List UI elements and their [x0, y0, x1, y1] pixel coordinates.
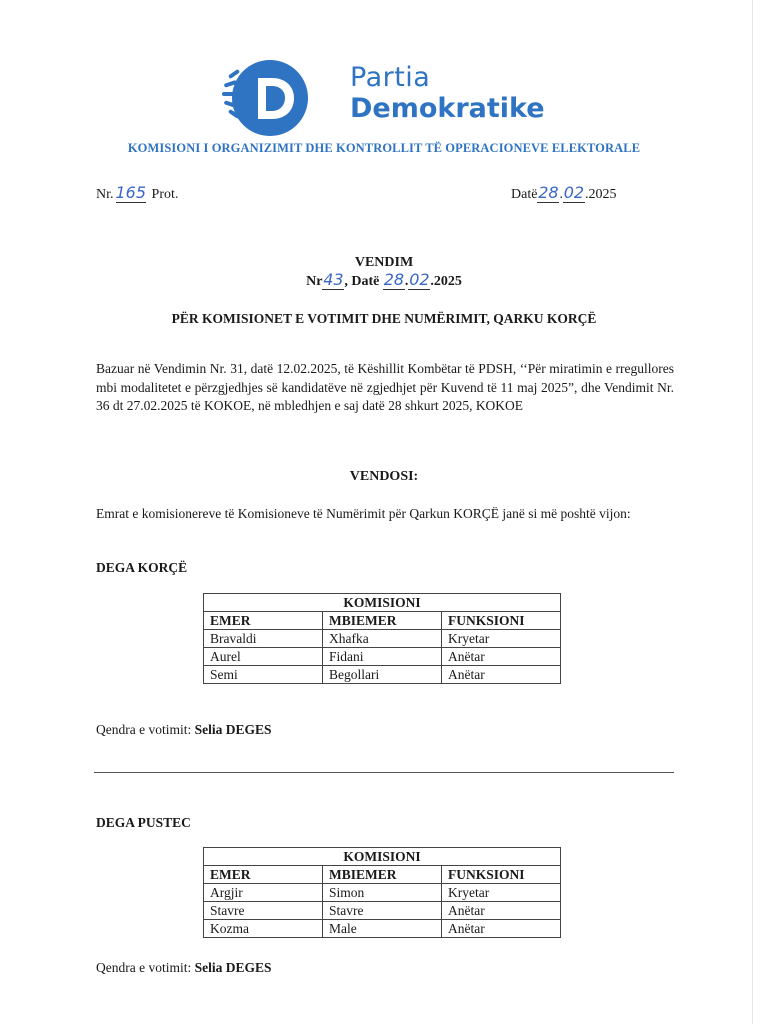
column-header: FUNKSIONI [442, 612, 561, 630]
protocol-nr-handwritten: 165 [115, 183, 147, 202]
voting-center-value: Selia DEGES [194, 722, 272, 737]
decided-heading: VENDOSI: [349, 469, 419, 484]
protocol-date-year: 2025 [588, 187, 617, 202]
party-name [350, 64, 545, 122]
protocol-date-day: 28 [538, 183, 559, 202]
committee-title: KOMISIONI I ORGANIZIMIT DHE KONTROLLIT TË OPERACIONEVE ELEKTORALE [127, 141, 641, 155]
basis-paragraph: Bazuar në Vendimin Nr. 31, datë 12.02.2025, të Këshillit Kombëtar të PDSH, ‘‘Për miratimin e rregullores mbi modalitetet e përzgjedhjes së kandidatëve në zgjedhjet për Kuvend të 11 maj 2025”, dhe Vendimit Nr. 36 dt 27.02.2025 të KOKOE, në mbledhjen e saj datë 28 shkurt 2025, KOKOE [96, 361, 674, 413]
decision-subject: PËR KOMISIONET E VOTIMIT DHE NUMËRIMIT, QARKU KORÇË [171, 311, 597, 326]
protocol-date-month: 02 [563, 183, 585, 202]
table-row [204, 884, 561, 902]
protocol-date-label: Datë [511, 187, 538, 202]
table-row [204, 902, 561, 920]
table-cell: Anëtar [442, 648, 561, 666]
protocol-prot-label: Prot. [151, 187, 179, 202]
commission-table [203, 847, 561, 938]
table-cell: Kozma [204, 920, 323, 938]
table-cell: Male [323, 920, 442, 938]
decision-date-year: 2025 [433, 274, 462, 289]
decision-title: VENDIM [354, 255, 414, 270]
branch-title: DEGA KORÇË [96, 560, 188, 575]
decision-date-day: 28 [383, 270, 405, 289]
table-cell: Semi [204, 666, 323, 684]
voting-center-label: Qendra e votimit: [96, 960, 192, 975]
table-cell: Kryetar [442, 630, 561, 648]
intro-paragraph: Emrat e komisionereve të Komisioneve të Numërimit për Qarkun KORÇË janë si më poshtë vijon: [96, 506, 631, 521]
decision-date-month: 02 [409, 270, 430, 289]
commission-table [203, 593, 561, 684]
table-column-row [204, 866, 561, 884]
column-header: EMER [204, 866, 323, 884]
table-cell: Bravaldi [204, 630, 323, 648]
table-header-row [204, 848, 561, 866]
table-cell: Stavre [323, 902, 442, 920]
table-cell: Begollari [323, 666, 442, 684]
table-cell: Aurel [204, 648, 323, 666]
branch-title: DEGA PUSTEC [96, 815, 191, 830]
party-name-line2: Demokratike [350, 93, 545, 124]
table-cell: Kryetar [442, 884, 561, 902]
table-row [204, 666, 561, 684]
voting-center-line [96, 960, 272, 976]
table-cell: Stavre [204, 902, 323, 920]
table-header: KOMISIONI [204, 594, 561, 612]
table-row [204, 630, 561, 648]
table-row [204, 648, 561, 666]
protocol-nr-label: Nr. [96, 187, 114, 202]
voting-center-label: Qendra e votimit: [96, 722, 192, 737]
decision-number-line [0, 270, 768, 290]
party-logo-icon [216, 52, 316, 144]
decision-nr-label: Nr [306, 274, 323, 289]
table-header: KOMISIONI [204, 848, 561, 866]
table-column-row [204, 612, 561, 630]
decision-date-label: , Datë [344, 274, 380, 289]
date-separator: . [430, 274, 434, 289]
date-separator: . [404, 274, 409, 289]
date-separator: . [559, 187, 563, 202]
column-header: EMER [204, 612, 323, 630]
section-divider [94, 772, 674, 773]
table-cell: Xhafka [323, 630, 442, 648]
table-cell: Anëtar [442, 666, 561, 684]
date-separator: . [584, 187, 589, 202]
column-header: MBIEMER [323, 866, 442, 884]
table-cell: Fidani [323, 648, 442, 666]
table-header-row [204, 594, 561, 612]
table-cell: Simon [323, 884, 442, 902]
protocol-date [511, 183, 616, 203]
table-cell: Argjir [204, 884, 323, 902]
decision-nr-handwritten: 43 [323, 270, 344, 289]
voting-center-value: Selia DEGES [194, 960, 272, 975]
column-header: FUNKSIONI [442, 866, 561, 884]
table-cell: Anëtar [442, 902, 561, 920]
party-name-line1: Partia [350, 62, 431, 93]
voting-center-line [96, 722, 272, 738]
table-cell: Anëtar [442, 920, 561, 938]
table-row [204, 920, 561, 938]
column-header: MBIEMER [323, 612, 442, 630]
protocol-number [96, 183, 178, 203]
